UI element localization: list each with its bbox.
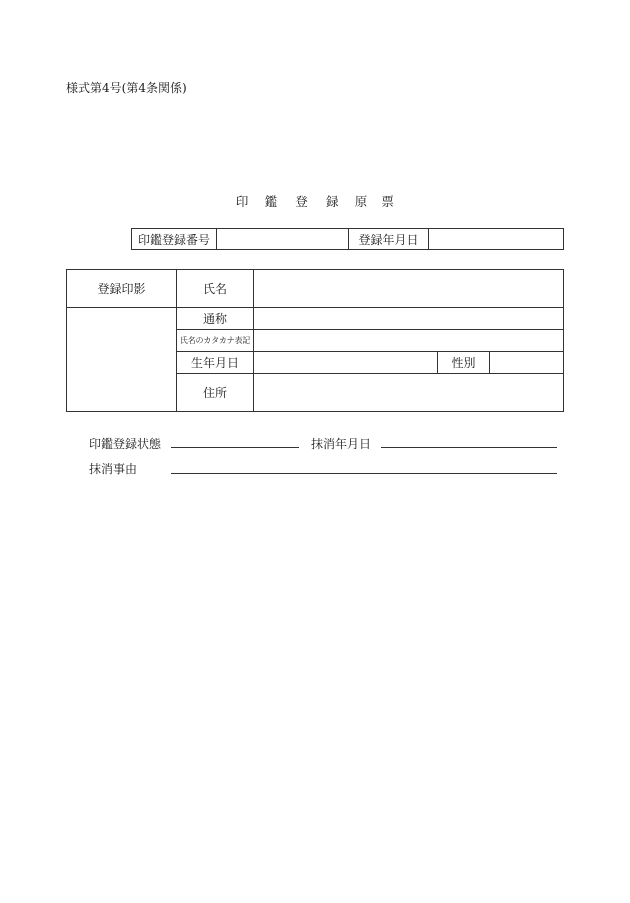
registration-status-label: 印鑑登録状態 <box>89 437 162 451</box>
cancellation-date-label: 抹消年月日 <box>311 437 372 451</box>
cancellation-date-line[interactable] <box>381 447 557 448</box>
title-char: 原 <box>354 194 368 209</box>
registration-date-label: 登録年月日 <box>349 229 429 250</box>
birthdate-label: 生年月日 <box>177 352 254 374</box>
title-char: 登 <box>295 194 308 209</box>
seal-impression-label: 登録印影 <box>67 270 177 308</box>
title-char: 鑑 <box>264 194 278 209</box>
address-field[interactable] <box>254 374 564 412</box>
name-field[interactable] <box>254 270 564 308</box>
registration-status-line[interactable] <box>171 447 299 448</box>
title-char: 録 <box>326 194 339 209</box>
alias-field[interactable] <box>254 308 564 330</box>
birthdate-field[interactable] <box>254 352 438 374</box>
gender-label: 性別 <box>438 352 490 374</box>
form-number: 様式第4号(第4条関係) <box>66 81 187 95</box>
registrant-table <box>66 269 564 412</box>
alias-label: 通称 <box>177 308 254 330</box>
title-char: 票 <box>381 194 395 209</box>
cancellation-reason-line[interactable] <box>171 473 557 474</box>
gender-field[interactable] <box>490 352 564 374</box>
address-label: 住所 <box>177 374 254 412</box>
seal-impression-box[interactable] <box>67 308 177 412</box>
registration-date-field[interactable] <box>429 229 564 250</box>
registration-table <box>131 228 564 250</box>
registration-number-label: 印鑑登録番号 <box>132 229 217 250</box>
document-title <box>0 192 630 210</box>
title-char: 印 <box>235 194 249 209</box>
cancellation-reason-label: 抹消事由 <box>89 462 138 476</box>
registration-number-field[interactable] <box>217 229 349 250</box>
katakana-field[interactable] <box>254 330 564 352</box>
katakana-label: 氏名のカタカナ表記 <box>177 330 254 352</box>
name-label: 氏名 <box>177 270 254 308</box>
